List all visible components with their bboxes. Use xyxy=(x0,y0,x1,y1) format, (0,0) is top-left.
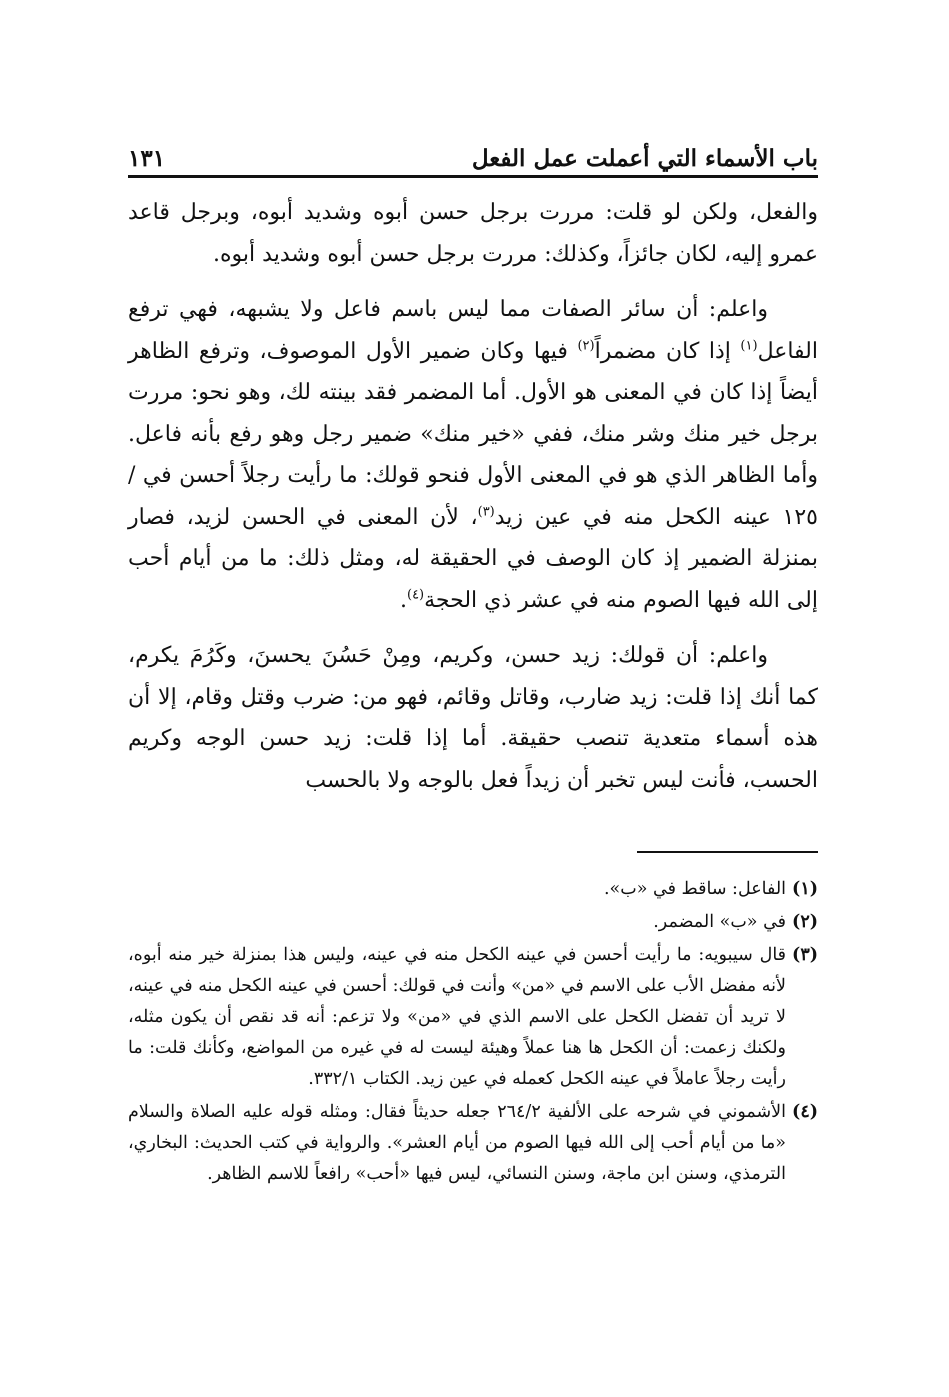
footnotes xyxy=(128,874,818,1192)
paragraph-3-text: واعلم: أن قولك: زيد حسن، وكريم، ومِنْ حَسُنَ يحسنَ، وكَرُمَ يكرم، كما أنك إذا قلت: زيد ضارب، وقاتل وقائم، فهو من: ضرب وقتل وقام، إلا أن هذه أسماء متعدية تنصب حقيقة. أما إذا قلت: زيد حسن الوجه وكريم الحسب، فأنت ليس تخبر أن زيداً فعل بالوجه ولا بالحسب xyxy=(128,643,818,793)
page-header xyxy=(128,132,818,172)
footnote-text: قال سيبويه: ما رأيت أحسن في عينه الكحل منه في عينه، وليس هذا بمنزلة خير منه أبوه، لأنه مفضل الأب على الاسم في «من» وأنت في قولك: أحسن في عينه الكحل منه في عينه، لا تريد أن تفضل الكحل على الاسم الذي في «من» ولا تزعم: أنه قد نقص أن يكون مثله، ولكنك زعمت: أن الكحل ها هنا عملاً وهيئة ليست له في غيره من المواضع، وكأنك قلت: ما رأيت رجلاً عاملاً في عينه الكحل كعمله في عين زيد. الكتاب ٣٣٢/١. xyxy=(128,945,787,1089)
footnote-ref-2[interactable]: (٢) xyxy=(577,338,595,354)
paragraph-2-text-a: واعلم: أن سائر الصفات مما ليس باسم فاعل ولا يشبهه، فهي ترفع الفاعل xyxy=(128,297,818,364)
main-text xyxy=(128,192,818,801)
footnote-separator xyxy=(637,851,818,853)
footnote-number: (٣) xyxy=(792,945,818,965)
footnote-ref-3[interactable]: (٣) xyxy=(477,504,495,520)
paragraph-2-text-c: فيها وكان ضمير الأول الموصوف، وترفع الظاهر أيضاً إذا كان في المعنى هو الأول. أما المضمر فقد بينته لك، وهو نحو: مررت برجل خير منك وشر منك، ففي «خير منك» ضمير رجل وهو رفع بأنه فاعل. وأما الظاهر الذي هو في المعنى الأول فنحو قولك: ما رأيت رجلاً أحسن في /١٢٥ عينه الكحل منه في عين زيد xyxy=(128,338,818,530)
footnote-text: الأشموني في شرحه على الألفية ٢٦٤/٢ جعله حديثاً فقال: ومثله قوله عليه الصلاة والسلام «ما من أيام أحب إلى الله فيها الصوم من أيام العشر». والرواية في كتب الحديث: البخاري، الترمذي، وسنن ابن ماجة، وسنن النسائي، ليس فيها «أحب» رافعاً للاسم الظاهر. xyxy=(128,1102,787,1184)
footnote-text: الفاعل: ساقط في «ب». xyxy=(603,879,787,899)
running-title: باب الأسماء التي أعملت عمل الفعل xyxy=(471,145,818,172)
paragraph-2-text-e: . xyxy=(399,587,407,613)
footnote-ref-4[interactable]: (٤) xyxy=(406,587,425,603)
footnote-text: في «ب» المضمر. xyxy=(653,912,787,932)
paragraph-3 xyxy=(128,635,818,801)
paragraph-2-text-b: إذا كان مضمراً xyxy=(594,338,741,364)
header-rule xyxy=(128,175,818,178)
footnote-ref-1[interactable]: (١) xyxy=(740,338,758,354)
paragraph-2 xyxy=(128,289,818,621)
page-number: ١٣١ xyxy=(128,145,166,172)
footnote-number: (٤) xyxy=(792,1102,818,1122)
footnote-1 xyxy=(128,874,818,905)
footnote-number: (٢) xyxy=(792,912,818,932)
paragraph-1 xyxy=(128,192,818,275)
footnote-3 xyxy=(128,940,818,1095)
footnote-number: (١) xyxy=(792,879,818,899)
footnote-4 xyxy=(128,1097,818,1190)
paragraph-1-text: والفعل، ولكن لو قلت: مررت برجل حسن أبوه وشديد أبوه، وبرجل قاعد عمرو إليه، لكان جائزاً، وكذلك: مررت برجل حسن أبوه وشديد أبوه. xyxy=(128,200,818,267)
paragraph-2-text-d: ، لأن المعنى في الحسن لزيد، فصار بمنزلة الضمير إذ كان الوصف في الحقيقة له، ومثل ذلك: ما من أيام أحب إلى الله فيها الصوم منه في عشر ذي الحجة xyxy=(128,504,818,613)
footnote-2 xyxy=(128,907,818,938)
